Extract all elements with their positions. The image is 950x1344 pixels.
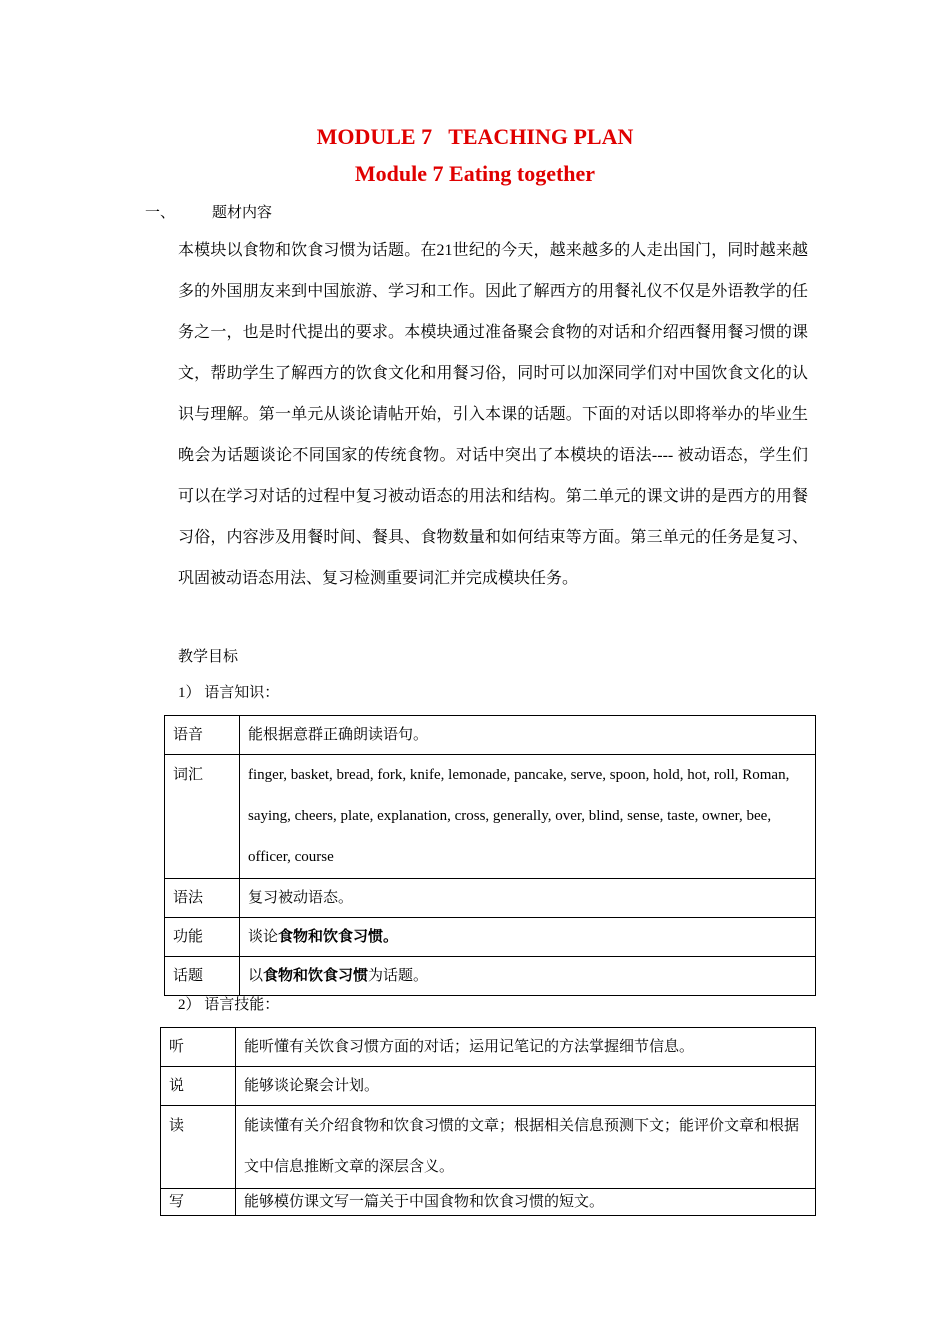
document-title: MODULE 7 TEACHING PLAN [316,124,634,149]
table-row [161,1028,816,1067]
row-value: 能读懂有关介绍食物和饮食习惯的文章；根据相关信息预测下文；能评价文章和根据文中信息推断文章的深层含义。 [236,1106,816,1189]
row-value: 能够模仿课文写一篇关于中国食物和饮食习惯的短文。 [236,1189,816,1216]
table-row [165,957,816,996]
row-value [240,918,816,957]
row-key: 读 [161,1106,236,1189]
row-value: 复习被动语态。 [240,879,816,918]
knowledge-table [164,715,816,996]
intro-paragraph: 本模块以食物和饮食习惯为话题。在21世纪的今天，越来越多的人走出国门，同时越来越多的外国朋友来到中国旅游、学习和工作。因此了解西方的用餐礼仪不仅是外语教学的任务之一，也是时代提出的要求。本模块通过准备聚会食物的对话和介绍西餐用餐习惯的课文，帮助学生了解西方的饮食文化和用餐习俗，同时可以加深同学们对中国饮食文化的认识与理解。第一单元从谈论请帖开始，引入本课的话题。下面的对话以即将举办的毕业生晚会为话题谈论不同国家的传统食物。对话中突出了本模块的语法---- 被动语态，学生们可以在学习对话的过程中复习被动语态的用法和结构。第二单元的课文讲的是西方的用餐习俗，内容涉及用餐时间、餐具、食物数量和如何结束等方面。第三单元的任务是复习、巩固被动语态用法、复习检测重要词汇并完成模块任务。 [178,242,808,587]
row-key: 语音 [165,716,240,755]
skills-heading: 2） 语言技能： [178,997,280,1013]
row-value: finger, basket, bread, fork, knife, lemonade, pancake, serve, spoon, hold, hot, roll, Roman, saying, cheers, plate, explanation, cross, generally, over, blind, sense, taste, owner, bee, officer, course [240,755,816,879]
value-bold: 食物和饮食习惯。 [278,929,399,945]
row-key: 说 [161,1067,236,1106]
table-row [165,755,816,879]
table-row [161,1106,816,1189]
table-row [165,918,816,957]
value-text: 为话题。 [368,968,429,984]
row-key: 词汇 [165,755,240,879]
table-row [165,716,816,755]
section-heading-1 [145,201,272,222]
skills-table [160,1027,816,1216]
table-row [165,879,816,918]
table-row [161,1189,816,1216]
row-key: 写 [161,1189,236,1216]
row-value [240,957,816,996]
row-value: 能根据意群正确朗读语句。 [240,716,816,755]
goals-heading: 教学目标 [178,649,239,665]
row-key: 听 [161,1028,236,1067]
value-text: 谈论 [248,929,279,945]
section-number: 一、 [145,205,176,221]
document-subtitle: Module 7 Eating together [354,161,596,186]
section-label: 题材内容 [212,205,273,221]
row-value: 能听懂有关饮食习惯方面的对话；运用记笔记的方法掌握细节信息。 [236,1028,816,1067]
value-text: 以 [248,968,264,984]
table-row [161,1067,816,1106]
row-value: 能够谈论聚会计划。 [236,1067,816,1106]
knowledge-heading: 1） 语言知识： [178,685,280,701]
row-key: 功能 [165,918,240,957]
row-key: 话题 [165,957,240,996]
row-key: 语法 [165,879,240,918]
value-bold: 食物和饮食习惯 [263,968,369,984]
